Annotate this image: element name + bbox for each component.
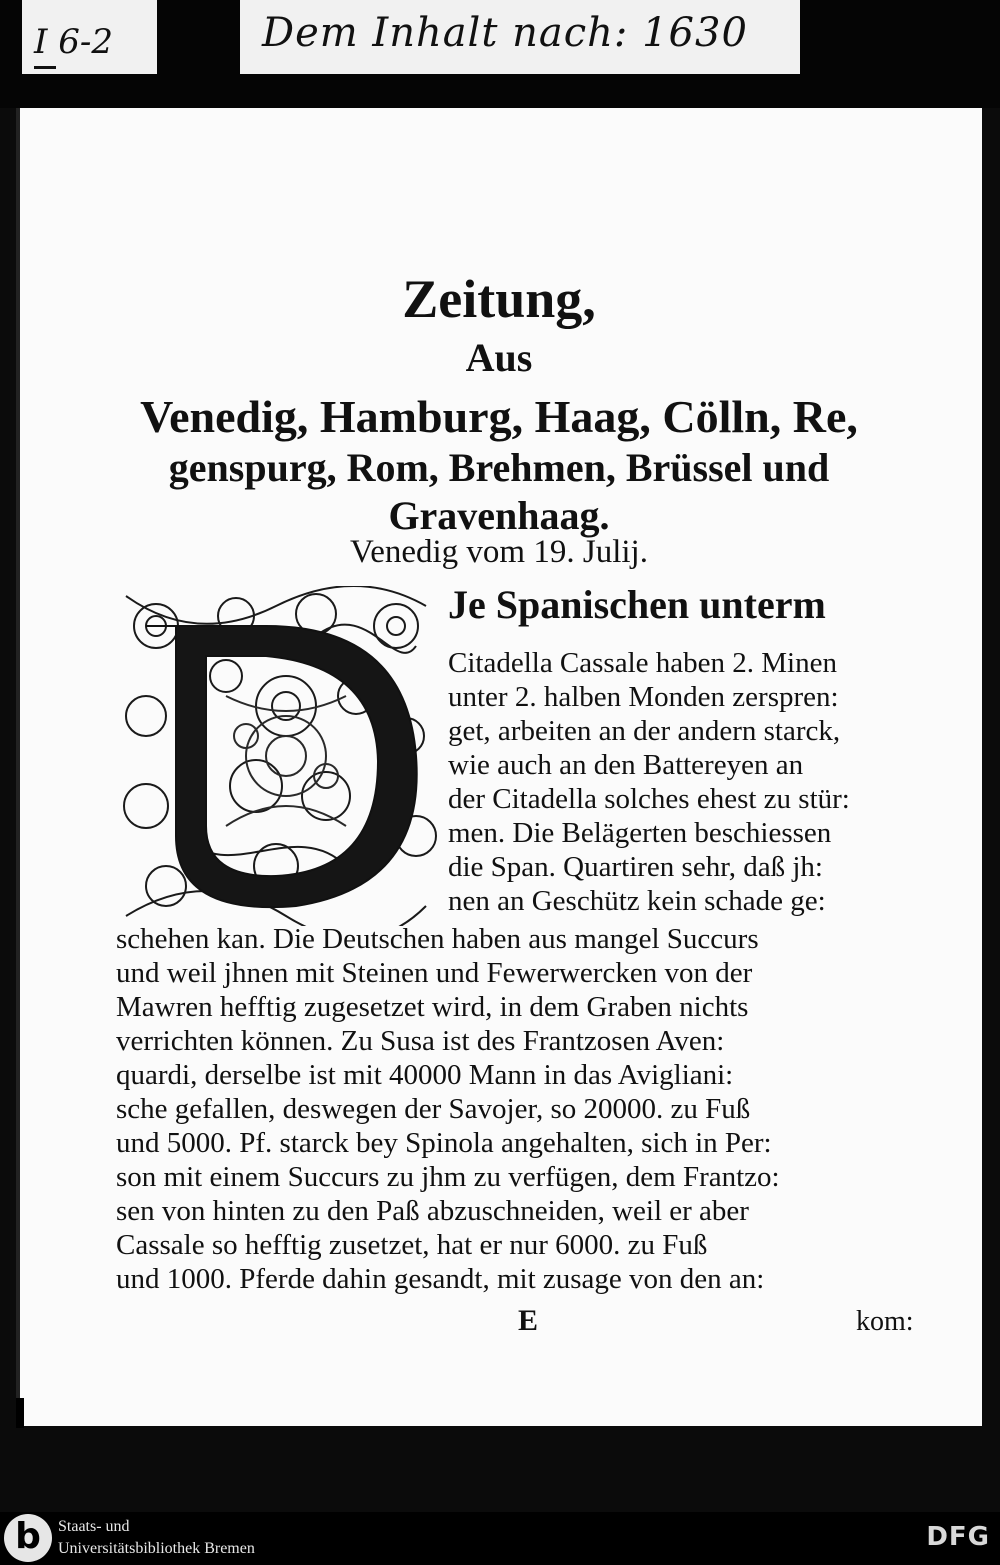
body-line: die Span. Quartiren sehr, daß jh: (448, 851, 823, 883)
signature-mark: E (518, 1304, 539, 1337)
title-cities-line1: Venedig, Hamburg, Haag, Cölln, Re, (140, 391, 858, 442)
body-line: nen an Geschütz kein schade ge: (448, 885, 826, 917)
body-line: Citadella Cassale haben 2. Minen (448, 647, 837, 679)
body-line: get, arbeiten an der andern starck, (448, 715, 841, 747)
body-line: Mawren hefftig zugesetzet wird, in dem Graben nichts (116, 991, 749, 1023)
body-line: men. Die Belägerten beschiessen (448, 817, 832, 849)
shelf-mark-value: I 6-2 (34, 22, 113, 62)
body-line: schehen kan. Die Deutschen haben aus mangel Succurs (116, 923, 759, 955)
body-line: und 1000. Pferde dahin gesandt, mit zusage von den an: (116, 1263, 765, 1295)
shelf-mark-text (34, 22, 113, 62)
library-name-line1: Staats- und (58, 1518, 130, 1535)
body-line: wie auch an den Battereyen an (448, 749, 804, 781)
title-aus: Aus (465, 335, 533, 380)
catchword: kom: (856, 1306, 914, 1337)
title-zeitung: Zeitung, (402, 269, 596, 329)
film-top-band (0, 0, 1000, 108)
dateline: Venedig vom 19. Julij. (350, 534, 648, 570)
shelf-mark-underline (34, 66, 56, 69)
page-edge-mark (16, 1398, 24, 1428)
body-line: Je Spanischen unterm (448, 582, 826, 627)
body-line: sen von hinten zu den Paß abzuschneiden, weil er aber (116, 1195, 749, 1227)
dfg-logo: DFG (926, 1522, 990, 1552)
library-logo-icon: b (4, 1514, 52, 1562)
body-line: der Citadella solches ehest zu stür: (448, 783, 850, 815)
body-line: unter 2. halben Monden zerspren: (448, 681, 839, 713)
printed-page (16, 108, 982, 1426)
title-cities-line3: Gravenhaag. (388, 493, 610, 538)
footer-bar (0, 1512, 1000, 1565)
body-line: und 5000. Pf. starck bey Spinola angehalten, sich in Per: (116, 1127, 772, 1159)
ornament-initial-icon (116, 586, 438, 926)
library-name-line2: Universitätsbibliothek Bremen (58, 1540, 255, 1557)
title-cities-line2: genspurg, Rom, Brehmen, Brüssel und (168, 445, 830, 490)
decorated-initial-d (116, 586, 438, 926)
body-line: und weil jhnen mit Steinen und Fewerwercken von der (116, 957, 753, 989)
body-line: verrichten können. Zu Susa ist des Frantzosen Aven: (116, 1025, 725, 1057)
body-line: sche gefallen, deswegen der Savojer, so 20000. zu Fuß (116, 1093, 751, 1125)
body-line: son mit einem Succurs zu jhm zu verfügen, dem Frantzo: (116, 1161, 780, 1193)
body-line: quardi, derselbe ist mit 40000 Mann in das Avigliani: (116, 1059, 734, 1091)
date-note-text: Dem Inhalt nach: 1630 (262, 10, 748, 56)
body-line: Cassale so hefftig zusetzet, hat er nur 6000. zu Fuß (116, 1229, 708, 1261)
